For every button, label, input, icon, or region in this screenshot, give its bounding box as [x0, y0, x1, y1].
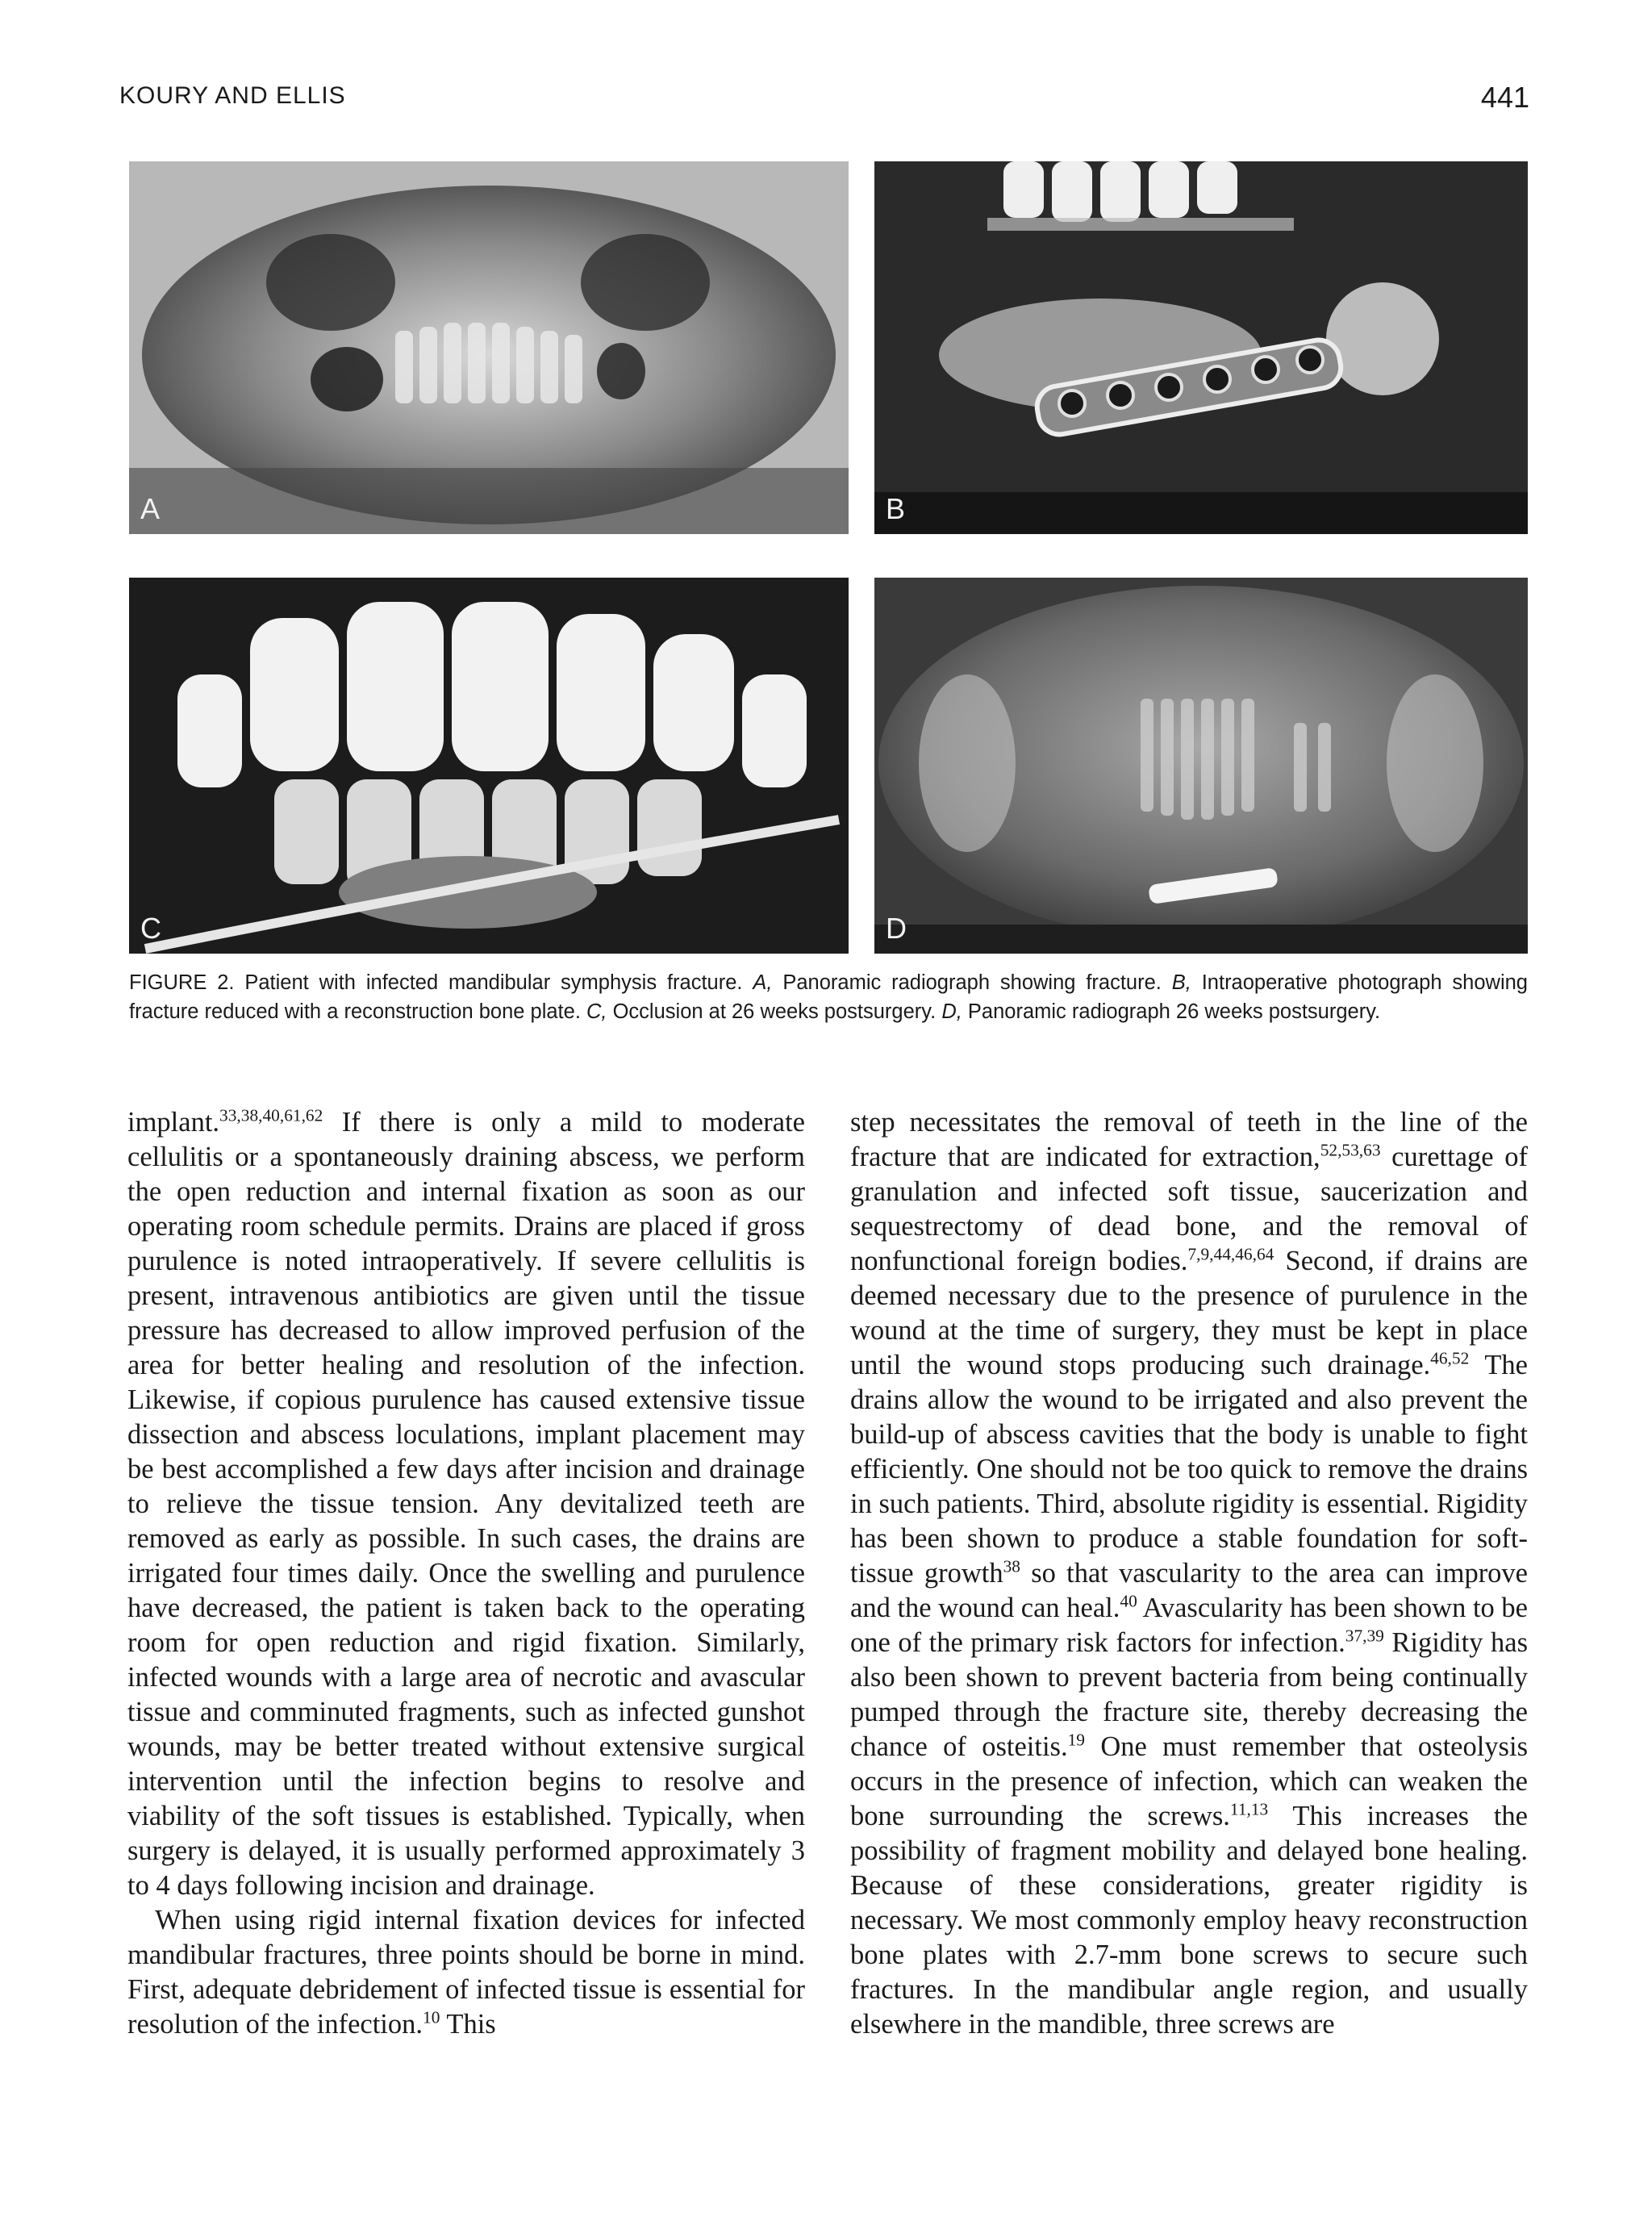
figure-panel-d-radiograph	[874, 578, 1528, 954]
body-text: curettage of granulation and infected soft tissue, saucerization and sequestrectomy of dead bone, and the removal of nonfunctional foreign bodies.	[850, 1142, 1528, 1276]
body-text: so that vascularity to the area can improve and the wound can heal.	[850, 1558, 1528, 1623]
citation: 52,53,63	[1320, 1140, 1381, 1160]
body-text: Avascularity has been shown to be one of the primary risk factors for infection.	[850, 1593, 1528, 1658]
caption-text-a: Panoramic radiograph showing fracture.	[782, 971, 1162, 994]
body-text: If there is only a mild to moderate cellulitis or a spontaneously draining abscess, we perform the open reduction and internal fixation as soon as our operating room schedule permits. Drains are placed if gross purulence is noted intraoperatively. If severe cellulitis is present, intravenous antibiotics are given until the tissue pressure has decreased to allow improved perfusion of the area for better healing and resolution of the infection. Likewise, if copious purulence has caused extensive tissue dissection and abscess loculations, implant placement may be best accomplished a few days after incision and drainage to relieve the tissue tension. Any devitalized teeth are removed as early as possible. In such cases, the drains are irrigated four times daily. Once the swelling and purulence have decreased, the patient is taken back to the operating room for open reduction and rigid fixation. Similarly, infected wounds with a large area of necrotic and avascular tissue and comminuted fragments, such as infected gunshot wounds, may be better treated without extensive surgical intervention until the infection begins to resolve and viability of the soft tissues is established. Typically, when surgery is delayed, it is usually performed approximately 3 to 4 days following incision and drainage.	[127, 1107, 805, 1901]
citation: 10	[423, 2007, 440, 2027]
citation: 37,39	[1345, 1626, 1384, 1646]
occlusion-photo-image	[129, 578, 849, 954]
citation: 40	[1120, 1591, 1137, 1611]
citation: 19	[1067, 1730, 1085, 1750]
body-text: Second, if drains are deemed necessary due to the presence of purulence in the wound at the time of surgery, they must be kept in place until the wound stops producing such drainage.	[850, 1246, 1528, 1380]
body-text: Rigidity has also been shown to prevent bacteria from being continually pumped through the fracture site, thereby decreasing the chance of osteitis.	[850, 1627, 1529, 1762]
body-text: The drains allow the wound to be irrigated and also prevent the build-up of abscess cavities that the body is unable to fight efficiently. One should not be too quick to remove the drains in such patients. Third, absolute rigidity is essential. Rigidity has been shown to produce a stable foundation for soft-tissue growth	[850, 1350, 1528, 1589]
citation: 11,13	[1229, 1799, 1269, 1819]
citation: 7,9,44,46,64	[1187, 1244, 1274, 1264]
caption-label: FIGURE 2.	[129, 971, 235, 994]
figure-panel-b-photograph	[874, 161, 1528, 534]
body-text: One must remember that osteolysis occurs in the presence of infection, which can weaken the bone surrounding the screws.	[850, 1731, 1528, 1831]
caption-letter-c: C,	[586, 1000, 607, 1023]
figure-caption	[129, 968, 1528, 1026]
panel-label-b: B	[886, 492, 906, 525]
intraoperative-photo-image	[874, 161, 1528, 534]
citation: 33,38,40,61,62	[219, 1105, 323, 1125]
body-text: implant.	[127, 1107, 220, 1138]
caption-text-d: Panoramic radiograph 26 weeks postsurgery.	[967, 1000, 1381, 1023]
running-head: KOURY AND ELLIS	[119, 82, 346, 109]
body-text: step necessitates the removal of teeth in the line of the fracture that are indicated for extraction,	[850, 1107, 1528, 1172]
caption-letter-b: B,	[1171, 971, 1191, 994]
body-paragraph	[127, 1903, 805, 2042]
body-column-right	[850, 1105, 1528, 2042]
panoramic-radiograph-image	[129, 161, 849, 534]
page-number: 441	[1480, 81, 1529, 114]
body-text: When using rigid internal fixation devices for infected mandibular fractures, three points should be borne in mind. First, adequate debridement of infected tissue is essential for resolution of the infection.	[127, 1905, 805, 2040]
caption-letter-d: D,	[941, 1000, 962, 1023]
citation: 46,52	[1430, 1348, 1470, 1368]
figure-panel-a-radiograph	[129, 161, 849, 534]
caption-text-b: Intraoperative photograph showing fracture reduced with a reconstruction bone plate.	[129, 971, 1528, 1023]
panel-label-a: A	[140, 492, 161, 525]
panel-label-d: D	[886, 912, 907, 945]
caption-intro: Patient with infected mandibular symphysis fracture.	[244, 971, 743, 994]
body-text: This	[440, 2009, 496, 2040]
postsurgery-radiograph-image	[874, 578, 1528, 954]
panel-label-c: C	[140, 912, 161, 945]
body-paragraph	[127, 1105, 805, 1903]
caption-text-c: Occlusion at 26 weeks postsurgery.	[612, 1000, 937, 1023]
body-paragraph	[850, 1105, 1528, 2042]
caption-letter-a: A,	[753, 971, 773, 994]
figure-panel-c-photograph	[129, 578, 849, 954]
body-text: This increases the possibility of fragment mobility and delayed bone healing. Because of these considerations, greater rigidity is necessary. We most commonly employ heavy reconstruction bone plates with 2.7-mm bone screws to secure such fractures. In the mandibular angle region, and usually elsewhere in the mandible, three screws are	[850, 1801, 1528, 2040]
body-column-left	[127, 1105, 805, 2042]
citation: 38	[1003, 1556, 1020, 1576]
